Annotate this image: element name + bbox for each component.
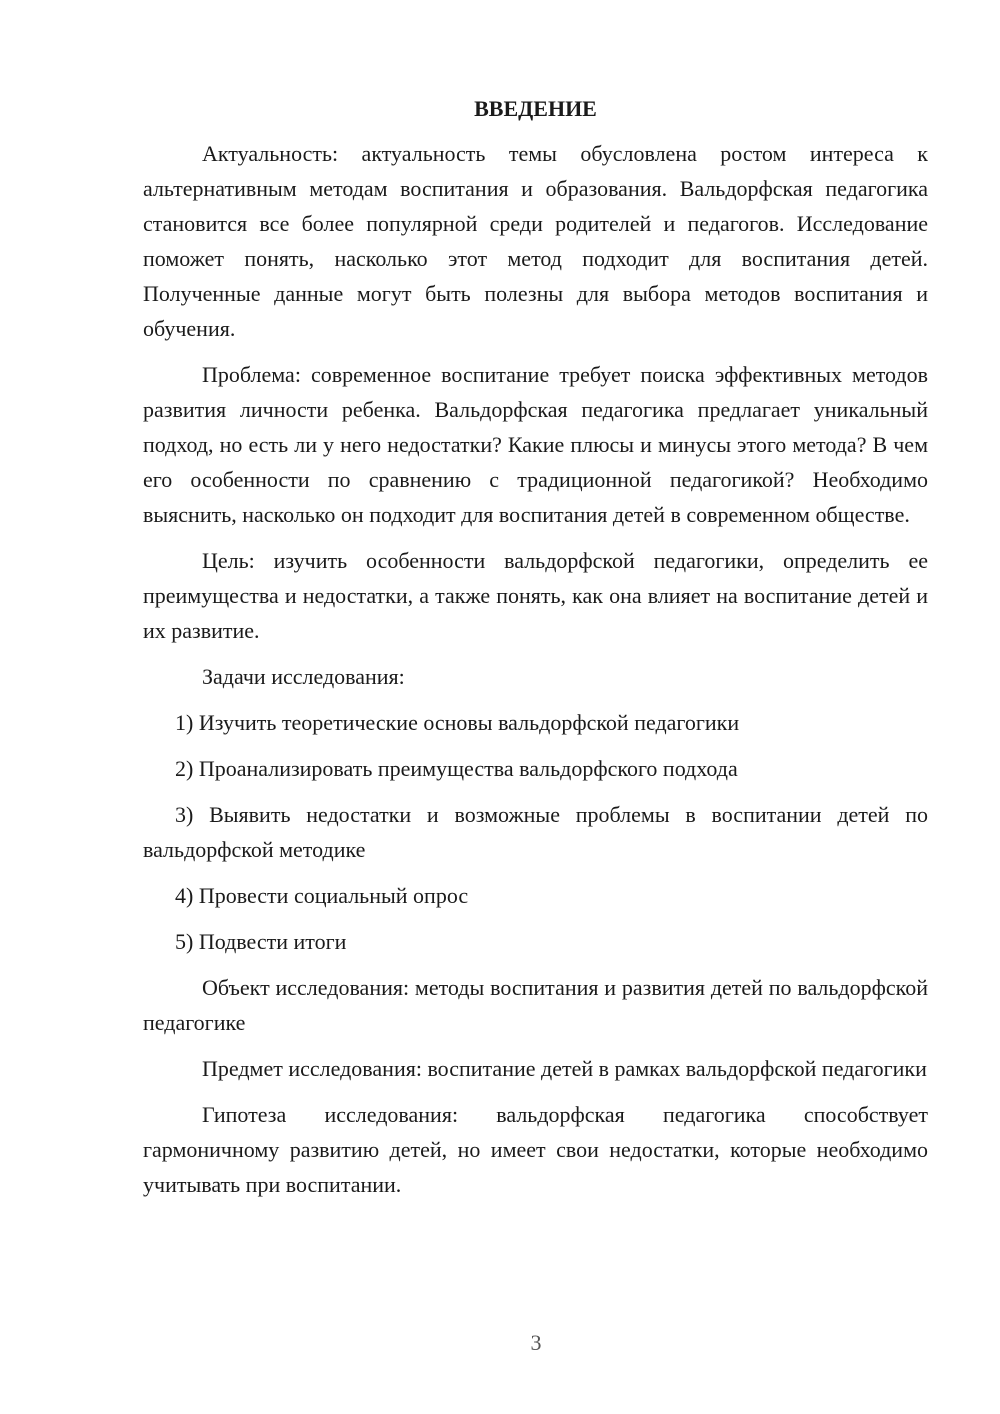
task-item-1: 1) Изучить теоретические основы вальдорфской педагогики	[175, 710, 740, 735]
task-item-2: 2) Проанализировать преимущества вальдорфского подхода	[175, 756, 738, 781]
task-item-5: 5) Подвести итоги	[175, 929, 347, 954]
task-item-3: 3) Выявить недостатки и возможные проблемы в воспитании детей по вальдорфской методике	[143, 802, 928, 862]
task-item-4: 4) Провести социальный опрос	[175, 883, 469, 908]
paragraph-tasks-heading: Задачи исследования:	[202, 664, 405, 689]
document-page	[143, 92, 928, 1213]
paragraph-object: Объект исследования: методы воспитания и развития детей по вальдорфской педагогике	[143, 975, 928, 1035]
section-heading: ВВЕДЕНИЕ	[474, 96, 597, 121]
page-number: 3	[530, 1330, 542, 1355]
paragraph-problem: Проблема: современное воспитание требует поиска эффективных методов развития личности ребенка. Вальдорфская педагогика предлагает уникальный подход, но есть ли у него недостатки? Какие плюсы и минусы этого метода? В чем его особенности по сравнению с традиционной педагогикой? Необходимо выяснить, насколько он подходит для воспитания детей в современном обществе.	[143, 362, 928, 527]
paragraph-subject: Предмет исследования: воспитание детей в рамках вальдорфской педагогики	[202, 1056, 927, 1081]
paragraph-goal: Цель: изучить особенности вальдорфской педагогики, определить ее преимущества и недостатки, а также понять, как она влияет на воспитание детей и их развитие.	[143, 548, 928, 643]
paragraph-hypothesis: Гипотеза исследования: вальдорфская педагогика способствует гармоничному развитию детей, но имеет свои недостатки, которые необходимо учитывать при воспитании.	[143, 1102, 928, 1197]
paragraph-relevance: Актуальность: актуальность темы обусловлена ростом интереса к альтернативным методам воспитания и образования. Вальдорфская педагогика становится все более популярной среди родителей и педагогов. Исследование поможет понять, насколько этот метод подходит для воспитания детей. Полученные данные могут быть полезны для выбора методов воспитания и обучения.	[143, 141, 928, 341]
